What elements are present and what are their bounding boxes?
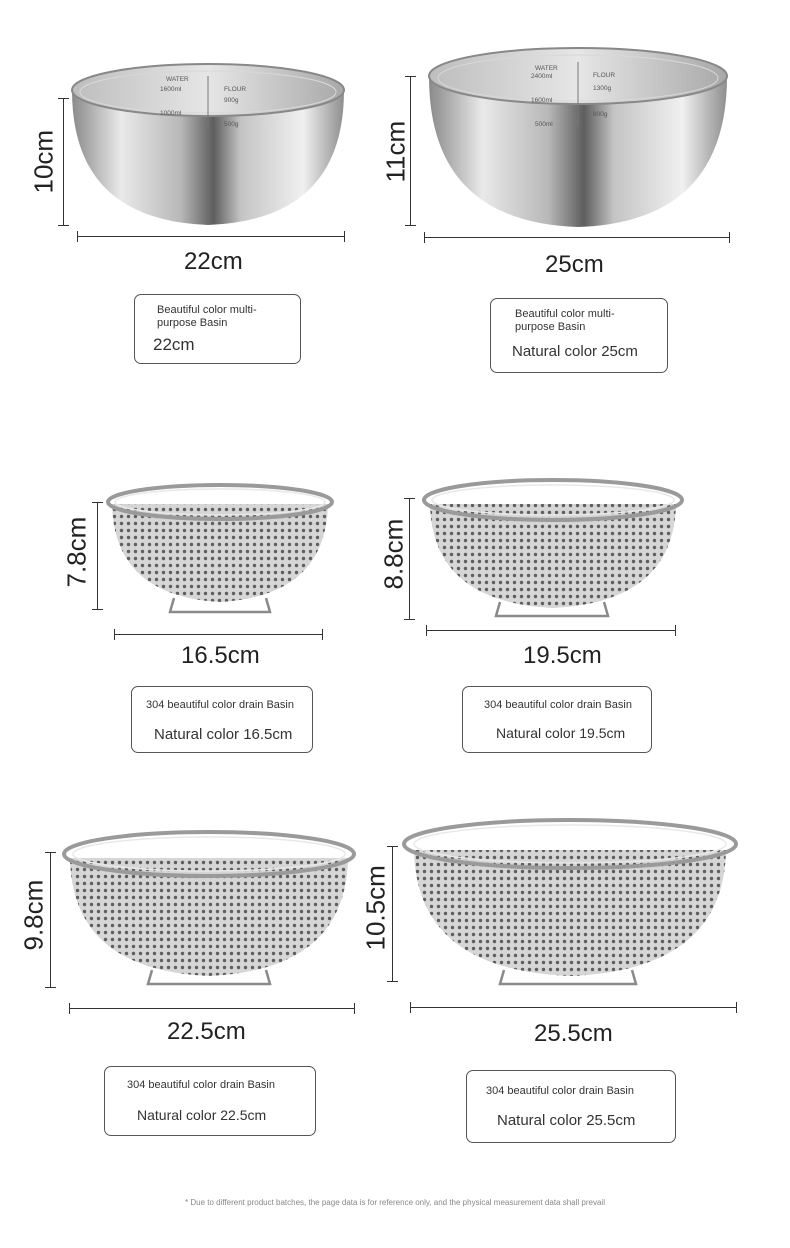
width-label: 19.5cm: [523, 642, 602, 669]
width-label: 22.5cm: [167, 1018, 246, 1045]
product-name: 304 beautiful color drain Basin: [146, 699, 294, 711]
width-label: 16.5cm: [181, 642, 260, 669]
product-size: Natural color 25.5cm: [497, 1112, 636, 1129]
drain-225-image: [60, 824, 358, 992]
product-name: Beautiful color multi-purpose Basin: [157, 304, 257, 329]
height-label: 10cm: [28, 129, 59, 194]
width-dimension-line: [77, 236, 345, 237]
height-label: 8.8cm: [378, 518, 409, 590]
product-name: 304 beautiful color drain Basin: [486, 1085, 634, 1097]
product-size: Natural color 19.5cm: [496, 725, 626, 741]
scale-water-label: WATER: [535, 65, 558, 72]
product-name: 304 beautiful color drain Basin: [484, 699, 632, 711]
basin-25-image: [425, 44, 731, 230]
disclaimer-footnote: * Due to different product batches, the page data is for reference only, and the physical measurement data shall prevail: [185, 1198, 605, 1207]
scale-g-1: 900g: [224, 97, 239, 104]
height-dimension-line: [97, 502, 98, 610]
width-dimension-line: [410, 1007, 737, 1008]
scale-g-2: 800g: [593, 111, 608, 118]
scale-g-2: 500g: [224, 121, 239, 128]
product-size: 22cm: [153, 335, 195, 354]
width-dimension-line: [426, 630, 676, 631]
width-dimension-line: [114, 634, 323, 635]
width-dimension-line: [424, 237, 730, 238]
height-dimension-line: [63, 98, 64, 226]
scale-ml-3: 500ml: [535, 121, 553, 128]
width-label: 25.5cm: [534, 1020, 613, 1047]
height-label: 11cm: [380, 120, 411, 183]
product-size: Natural color 25cm: [512, 343, 638, 360]
height-label: 9.8cm: [18, 879, 49, 951]
scale-ml-2: 1000ml: [160, 110, 182, 117]
product-info-box: [131, 686, 313, 753]
scale-g-1: 1300g: [593, 85, 612, 92]
scale-ml-2: 1600ml: [531, 97, 553, 104]
product-info-box: [490, 298, 668, 373]
height-dimension-line: [392, 846, 393, 982]
product-info-box: [104, 1066, 316, 1136]
product-size: Natural color 22.5cm: [137, 1107, 267, 1123]
height-label: 10.5cm: [360, 865, 391, 951]
product-name: Beautiful color multi-purpose Basin: [515, 308, 615, 333]
width-label: 25cm: [545, 251, 604, 278]
height-label: 7.8cm: [61, 516, 92, 588]
drain-195-image: [420, 474, 686, 622]
basin-22-image: [68, 60, 348, 230]
scale-flour-label: FLOUR: [593, 72, 616, 79]
drain-165-image: [104, 478, 336, 618]
product-name: 304 beautiful color drain Basin: [127, 1079, 275, 1091]
scale-ml-1: 2400ml: [531, 73, 553, 80]
scale-ml-1: 1600ml: [160, 86, 182, 93]
scale-flour-label: FLOUR: [224, 86, 247, 93]
product-info-box: [462, 686, 652, 753]
width-dimension-line: [69, 1008, 355, 1009]
height-dimension-line: [50, 852, 51, 988]
drain-255-image: [400, 812, 740, 992]
scale-water-label: WATER: [166, 76, 189, 83]
product-info-box: [134, 294, 301, 364]
product-info-box: [466, 1070, 676, 1143]
width-label: 22cm: [184, 248, 243, 275]
product-size: Natural color 16.5cm: [154, 726, 293, 743]
